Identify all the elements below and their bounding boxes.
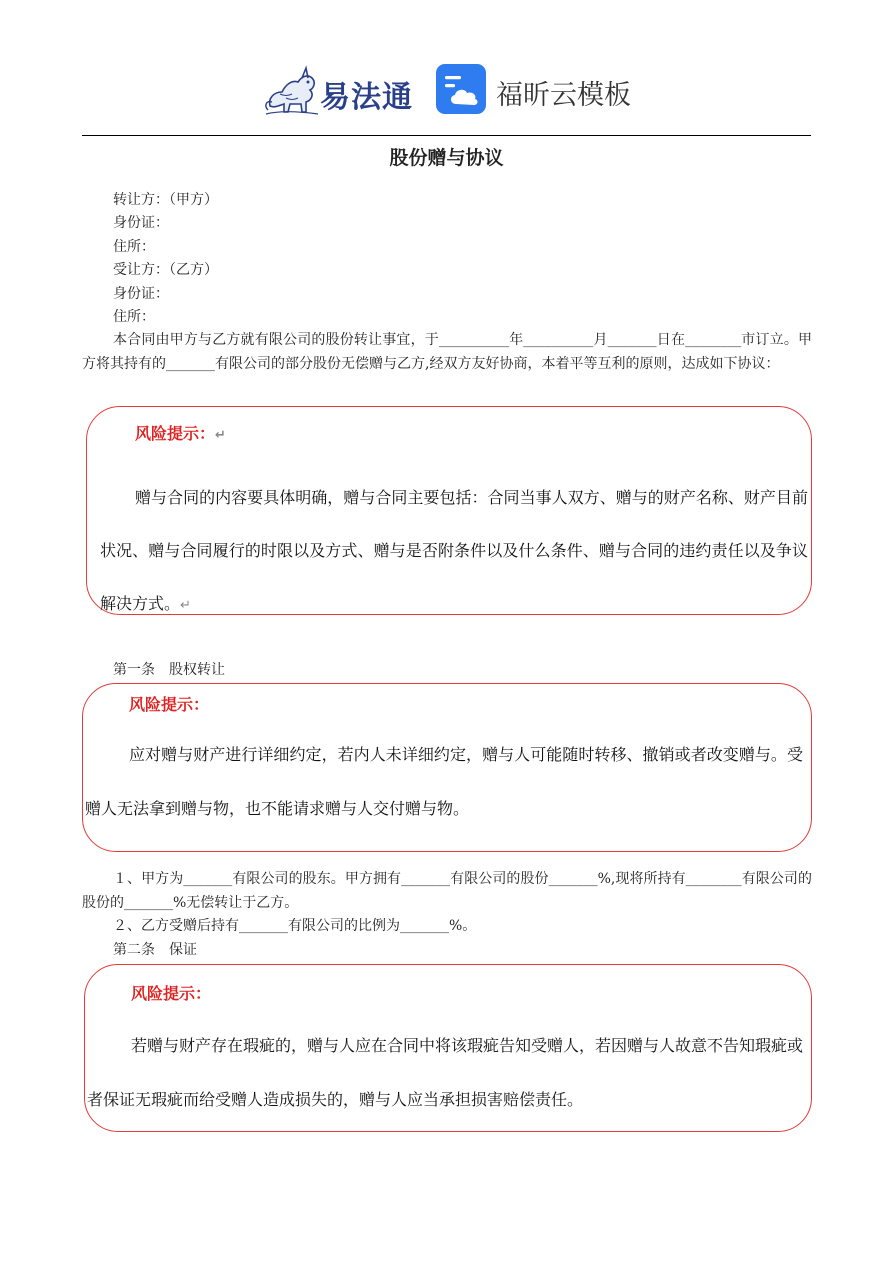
risk-notice-body: 若赠与财产存在瑕疵的，赠与人应在合同中将该瑕疵告知受赠人，若因赠与人故意不告知瑕疵或者保证无瑕疵而给受赠人造成损失的，赠与人应当承担损害赔偿责任。 [87, 1036, 804, 1109]
intro-paragraph: 本合同由甲方与乙方就有限公司的股份转让事宜，于__________年__________月_______日在________市订立。甲方将其持有的_______有限公司的部分股份无偿赠与乙方,经双方友好协商，本着平等互利的原则，达成如下协议： [82, 332, 812, 372]
risk-notice-title: 风险提示： [129, 695, 210, 714]
fuxin-logo [436, 64, 636, 120]
transferor-line: 转让方：（甲方） [113, 192, 218, 208]
header-logos [0, 58, 893, 124]
risk-notice-title: 风险提示： [131, 984, 212, 1003]
transferee-id-line: 身份证： [113, 286, 169, 302]
risk-notice-box [82, 683, 812, 852]
return-mark-icon: ↵ [215, 428, 226, 443]
header-divider [82, 135, 811, 136]
article-1-item-2: ２、乙方受赠后持有_______有限公司的比例为_______%。 [113, 918, 477, 934]
risk-notice-body [100, 471, 808, 632]
transferee-line: 受让方：（乙方） [113, 262, 218, 278]
risk-notice-box [86, 406, 812, 615]
transferee-address-line: 住所： [113, 309, 155, 325]
yifatong-name: 易法通 [320, 80, 413, 115]
document-title: 股份赠与协议 [389, 147, 504, 169]
risk-notice-box [84, 964, 812, 1132]
yifatong-logo [262, 62, 412, 120]
return-mark-icon: ↵ [180, 598, 191, 613]
transferor-address-line: 住所： [113, 239, 155, 255]
risk-notice-body: 应对赠与财产进行详细约定，若内人未详细约定，赠与人可能随时转移、撤销或者改变赠与。受赠人无法拿到赠与物，也不能请求赠与人交付赠与物。 [85, 745, 803, 818]
risk-notice-title [135, 421, 226, 444]
article-1-heading: 第一条 股权转让 [113, 662, 225, 678]
transferor-id-line: 身份证： [113, 215, 169, 231]
fuxin-name: 福昕云模板 [496, 80, 631, 111]
cloud-doc-icon [436, 64, 486, 114]
qilin-logo-icon [262, 62, 322, 120]
article-2-heading: 第二条 保证 [113, 942, 197, 958]
risk-notice-body-text: 赠与合同的内容要具体明确，赠与合同主要包括：合同当事人双方、赠与的财产名称、财产目前状况、赠与合同履行的时限以及方式、赠与是否附条件以及什么条件、赠与合同的违约责任以及争议解决方式。 [100, 488, 808, 613]
risk-notice-title-text: 风险提示： [135, 424, 216, 443]
article-1-item-1: １、甲方为_______有限公司的股东。甲方拥有_______有限公司的股份_______%,现将所持有________有限公司的股份的_______%无偿转让于乙方。 [82, 871, 812, 911]
